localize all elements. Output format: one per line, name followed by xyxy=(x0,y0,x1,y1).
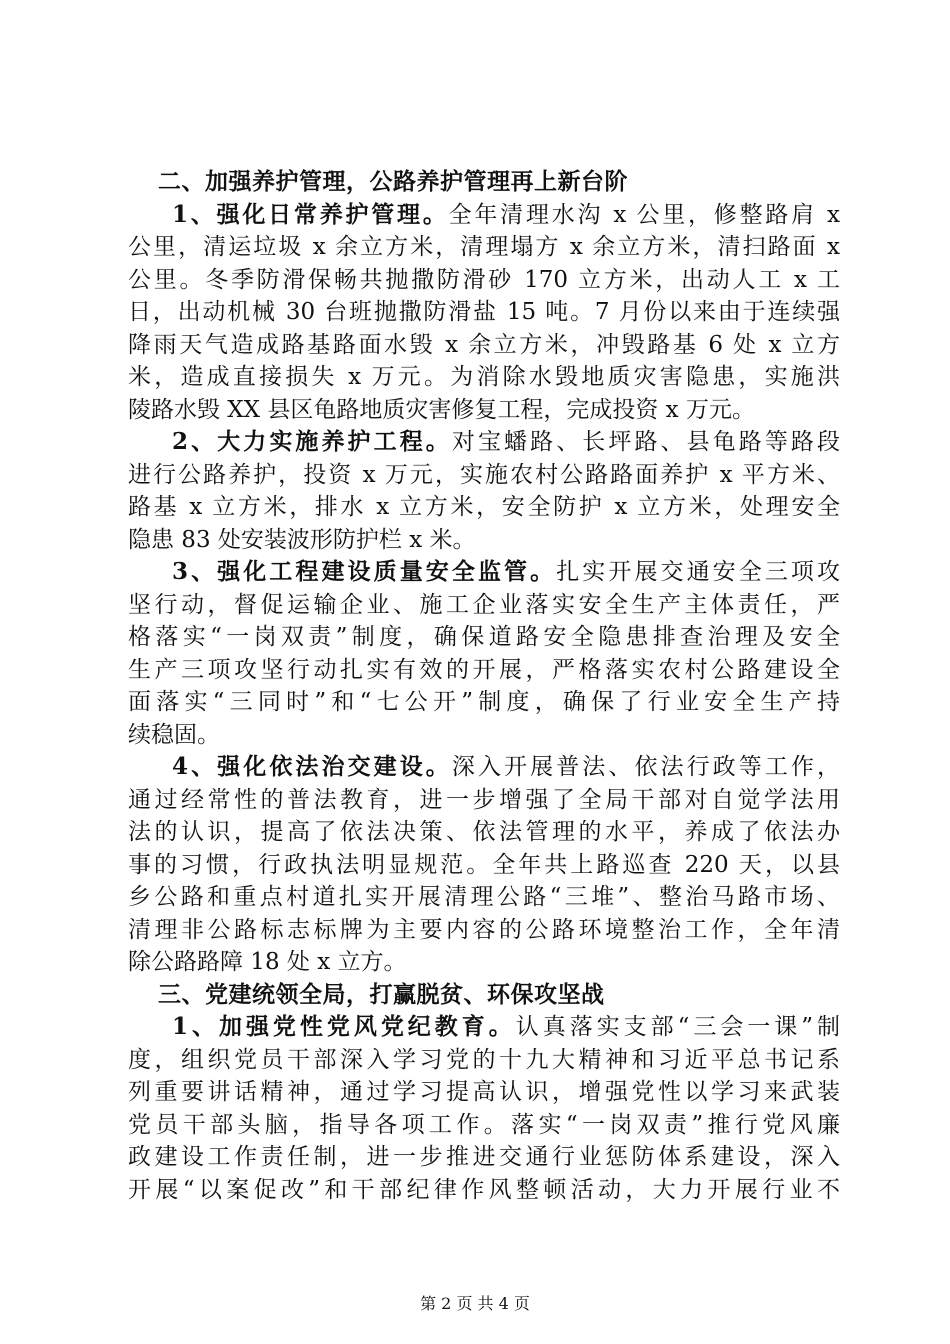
paragraph-line: 政建设工作责任制，进一步推进交通行业惩防体系建设，深入 xyxy=(128,1144,840,1170)
paragraph-text: 对宝蟠路、长坪路、县龟路等路段 xyxy=(451,429,841,455)
paragraph-4 xyxy=(128,751,840,979)
paragraph-3 xyxy=(128,556,840,751)
paragraph-1 xyxy=(128,199,840,427)
paragraph-line xyxy=(128,426,840,459)
paragraph-line: 除公路路障 18 处 x 立方。 xyxy=(128,949,407,975)
paragraph-lead: 3、强化工程建设质量安全监管。 xyxy=(172,558,557,585)
paragraph-line: 续稳固。 xyxy=(128,721,220,748)
paragraph-line: 陵路水毁 XX 县区龟路地质灾害修复工程，完成投资 x 万元。 xyxy=(128,396,755,423)
paragraph-line: 路基 x 立方米，排水 x 立方米，安全防护 x 立方米，处理安全 xyxy=(128,494,840,520)
paragraph-lead: 4、强化依法治交建设。 xyxy=(172,753,452,780)
paragraph-line xyxy=(128,199,840,232)
paragraph-lead: 2、大力实施养护工程。 xyxy=(172,428,452,455)
paragraph-line: 党员干部头脑，指导各项工作。落实“一岗双责”推行党风廉 xyxy=(128,1111,840,1138)
paragraph-text: 深入开展普法、依法行政等工作， xyxy=(451,754,841,780)
paragraph-2 xyxy=(128,426,840,556)
paragraph-line: 开展“以案促改”和干部纪律作风整顿活动，大力开展行业不 xyxy=(128,1176,840,1203)
paragraph-line xyxy=(128,751,840,784)
paragraph-line: 清理非公路标志标牌为主要内容的公路环境整治工作，全年清 xyxy=(128,916,840,943)
paragraph-line xyxy=(128,556,840,589)
paragraph-line: 进行公路养护，投资 x 万元，实施农村公路路面养护 x 平方米、 xyxy=(128,461,840,488)
paragraph-text: 全年清理水沟 x 公里，修整路肩 x xyxy=(448,201,840,228)
paragraph-line: 通过经常性的普法教育，进一步增强了全局干部对自觉学法用 xyxy=(128,786,840,813)
paragraph-line: 法的认识，提高了依法决策、依法管理的水平，养成了依法办 xyxy=(128,819,840,845)
page-footer: 第 2 页 共 4 页 xyxy=(420,1294,530,1313)
paragraph-text: 扎实开展交通安全三项攻 xyxy=(556,559,840,585)
section-heading: 二、加强养护管理，公路养护管理再上新台阶 xyxy=(158,168,628,195)
paragraph-lead: 1、加强党性党风党纪教育。 xyxy=(172,1013,516,1040)
paragraph-line: 公里，清运垃圾 x 余立方米，清理塌方 x 余立方米，清扫路面 x xyxy=(128,234,840,260)
paragraph-line xyxy=(128,1011,840,1044)
paragraph-line: 格落实“一岗双责”制度，确保道路安全隐患排查治理及安全 xyxy=(128,624,840,650)
paragraph-text: 认真落实支部“三会一课”制 xyxy=(515,1014,840,1040)
document-body xyxy=(128,166,840,1206)
section-heading: 三、党建统领全局，打赢脱贫、环保攻坚战 xyxy=(158,980,605,1008)
paragraph-line: 隐患 83 处安装波形防护栏 x 米。 xyxy=(128,526,476,553)
paragraph-line: 生产三项攻坚行动扎实有效的开展，严格落实农村公路建设全 xyxy=(128,656,840,683)
paragraph-5 xyxy=(128,1011,840,1206)
paragraph-line: 米，造成直接损失 x 万元。为消除水毁地质灾害隐患，实施洪 xyxy=(128,364,840,390)
paragraph-line: 度，组织党员干部深入学习党的十九大精神和习近平总书记系 xyxy=(128,1046,840,1073)
paragraph-line: 降雨天气造成路基路面水毁 x 余立方米，冲毁路基 6 处 x 立方 xyxy=(128,331,840,358)
paragraph-line: 面落实“三同时”和“七公开”制度，确保了行业安全生产持 xyxy=(128,689,840,715)
paragraph-line: 公里。冬季防滑保畅共抛撒防滑砂 170 立方米，出动人工 x 工 xyxy=(128,266,840,293)
paragraph-line: 坚行动，督促运输企业、施工企业落实安全生产主体责任，严 xyxy=(128,591,840,618)
paragraph-line: 列重要讲话精神，通过学习提高认识，增强党性以学习来武装 xyxy=(128,1079,840,1105)
paragraph-line: 乡公路和重点村道扎实开展清理公路“三堆”、整治马路市场、 xyxy=(128,884,840,910)
paragraph-line: 日，出动机械 30 台班抛撒防滑盐 15 吨。7 月份以来由于连续强 xyxy=(128,299,840,325)
paragraph-line: 事的习惯，行政执法明显规范。全年共上路巡查 220 天，以县 xyxy=(128,851,840,878)
paragraph-lead: 1、强化日常养护管理。 xyxy=(172,200,449,228)
